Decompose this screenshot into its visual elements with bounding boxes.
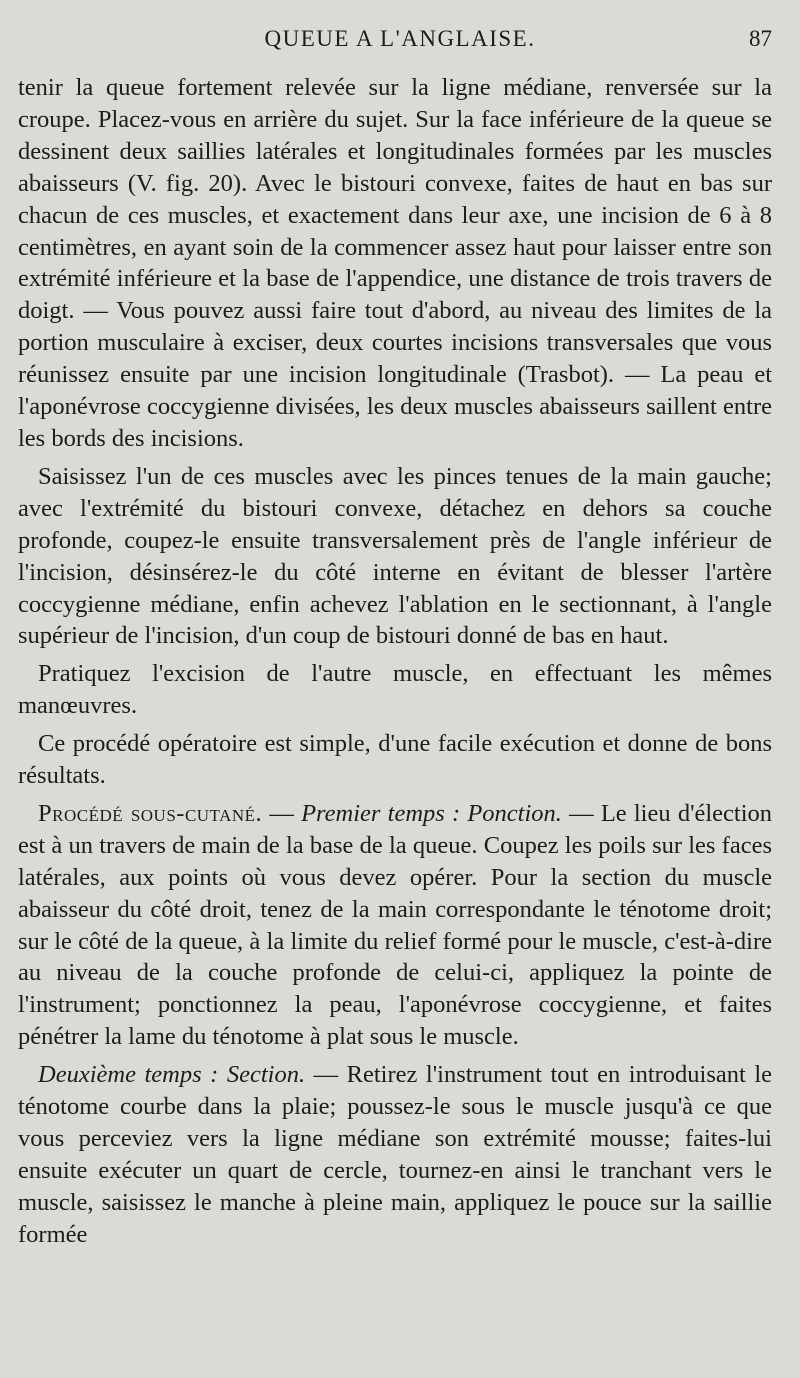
paragraph-text: Pratiquez l'excision de l'autre muscle, en effectuant les mêmes manœuvres. (18, 660, 772, 720)
heading-separator: — (305, 1061, 347, 1089)
paragraph-text: Ce procédé opératoire est simple, d'une facile exécution et donne de bons résultats. (18, 730, 772, 790)
running-head (0, 24, 800, 56)
section-heading: Procédé sous-cutané. (38, 799, 263, 827)
paragraph-text: Le lieu d'élection est à un travers de main de la base de la queue. Coupez les poils sur les faces latérales, aux points où vous devez opérer. Pour la section du muscle abaisseur du côté droit, tenez de la main correspondante le ténotome droit; sur le côté de la queue, à la limite du relief formé pour le muscle, c'est-à-dire au niveau de la couche profonde de celui-ci, appliquez la pointe de l'instrument; ponctionnez la peau, l'aponévrose coccygienne, et faites pénétrer la lame du ténotome à plat sous le muscle. (18, 799, 773, 1051)
step-heading: Deuxième temps : Section. (38, 1061, 306, 1089)
running-head-title: QUEUE A L'ANGLAISE. (264, 26, 536, 51)
paragraph (18, 72, 772, 455)
paragraph (18, 1059, 772, 1250)
paragraph-text: Retirez l'instrument tout en introduisant le ténotome courbe dans la plaie; poussez-le sous le muscle jusqu'à ce que vous perceviez vers la ligne médiane son extrémité mousse; faites-lui ensuite exécuter un quart de cercle, tournez-en ainsi le tranchant vers le muscle, saisissez le manche à pleine main, appliquez le pouce sur la saillie formée (18, 1061, 773, 1248)
paragraph (18, 728, 772, 792)
paragraph-text: Saisissez l'un de ces muscles avec les pinces tenues de la main gauche; avec l'extrémité du bistouri convexe, détachez en dehors sa couche profonde, coupez-le ensuite transversalement près de l'angle inférieur de l'incision, désinsérez-le du côté interne en évitant de blesser l'artère coccygienne médiane, enfin achevez l'ablation en le sectionnant, à l'angle supérieur de l'incision, d'un coup de bistouri donné de bas en haut. (18, 462, 772, 650)
paragraph (18, 658, 772, 722)
heading-separator: — (262, 799, 302, 827)
heading-separator: — (561, 799, 601, 827)
paragraph (18, 798, 772, 1053)
paragraph (18, 461, 772, 652)
paragraph-text: tenir la queue fortement relevée sur la ligne médiane, renversée sur la croupe. Placez-vous en arrière du sujet. Sur la face inférieure de la queue se dessinent deux saillies latérales et longitudinales formées par les muscles abaisseurs (V. fig. 20). Avec le bistouri convexe, faites de haut en bas sur chacun de ces muscles, et exactement dans leur axe, une incision de 6 à 8 centimètres, en ayant soin de la commencer assez haut pour laisser entre son extrémité inférieure et la base de l'appendice, une distance de trois travers de doigt. — Vous pouvez aussi faire tout d'abord, au niveau des limites de la portion musculaire à exciser, deux courtes incisions transversales que vous réunissez ensuite par une incision longitudinale (Trasbot). — La peau et l'aponévrose coccygienne divisées, les deux muscles abaisseurs saillent entre les bords des incisions. (18, 74, 772, 452)
step-heading: Premier temps : Ponction. (301, 799, 562, 827)
body-text (18, 72, 772, 1257)
page-number: 87 (749, 26, 772, 51)
